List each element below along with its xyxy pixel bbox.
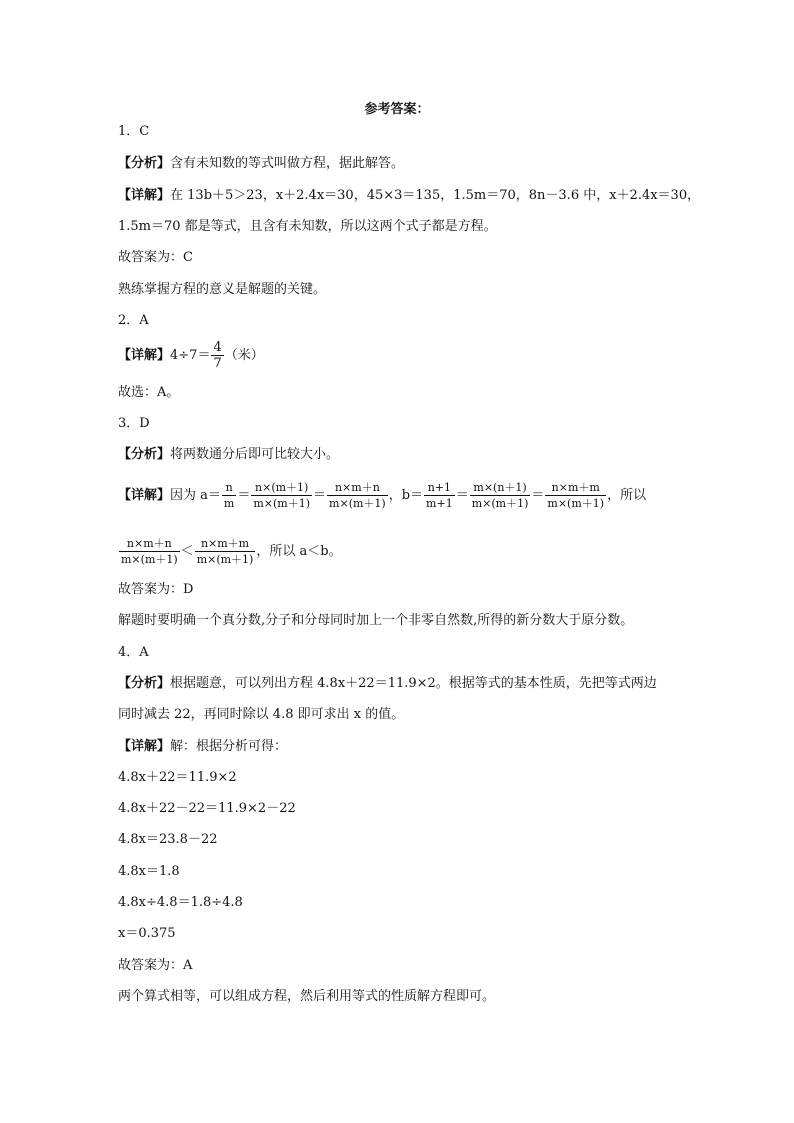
q1-answer: 故答案为：C — [118, 250, 193, 265]
q2-number: 2．A — [118, 313, 149, 328]
frac-numerator: n — [222, 480, 236, 496]
less-than-sign: ＜ — [180, 544, 194, 559]
frac-numerator: n+1 — [424, 480, 455, 496]
q3-detail-line2 — [118, 536, 342, 567]
q1-detail-text1: 在 13b＋5＞23，x＋2.4x＝30，45×3＝135，1.5m＝70，8n－3.6 中，x＋2.4x＝30， — [170, 188, 701, 203]
q4-detail-tag: 【详解】 — [118, 739, 171, 754]
frac-denominator: m — [223, 497, 235, 510]
q3-frac-3 — [327, 480, 388, 511]
q3-analysis-text: 将两数通分后即可比较大小。 — [170, 447, 340, 462]
q3-analysis-tag: 【分析】 — [118, 447, 171, 462]
q3-note: 解题时要明确一个真分数,分子和分母同时加上一个非零自然数,所得的新分数大于原分数。 — [118, 613, 634, 628]
page-title: 参考答案： — [364, 102, 430, 117]
q4-step: 4.8x＋22－22＝11.9×2－22 — [118, 801, 296, 816]
frac-numerator: n×(m＋1) — [251, 480, 312, 496]
q3-frac-8 — [195, 536, 256, 567]
q3-detail-tag: 【详解】 — [118, 488, 171, 503]
q4-step: x＝0.375 — [118, 926, 176, 941]
equals-sign: ＝ — [313, 488, 327, 503]
q4-step: 4.8x＝23.8－22 — [118, 832, 218, 847]
q1-detail-line2: 1.5m＝70 都是等式，且含有未知数，所以这两个式子都是方程。 — [118, 219, 497, 234]
q4-step: 4.8x＝1.8 — [118, 864, 180, 879]
q3-pre-a: 因为 a＝ — [170, 488, 221, 503]
q2-detail-pre: 4÷7＝ — [170, 348, 211, 363]
frac-denominator: m×(m＋1) — [121, 553, 178, 566]
frac-denominator: m×(m＋1) — [253, 497, 311, 510]
q3-answer: 故答案为：D — [118, 582, 194, 597]
frac-denominator: m×(m＋1) — [471, 497, 529, 510]
q2-detail-post: （米） — [224, 348, 264, 363]
q3-frac-4 — [424, 480, 455, 511]
equals-sign: ＝ — [531, 488, 545, 503]
q2-detail — [118, 340, 264, 371]
q3-frac-2 — [251, 480, 312, 511]
q3-post-line2: ，所以 a＜b。 — [256, 544, 342, 559]
q1-detail-line1 — [118, 188, 700, 204]
q1-number: 1．C — [118, 124, 150, 139]
equals-sign: ＝ — [237, 488, 251, 503]
q2-detail-tag: 【详解】 — [118, 348, 171, 363]
q3-frac-6 — [545, 480, 606, 511]
q3-mid-b: ，b＝ — [388, 488, 424, 503]
q4-analysis-tag: 【分析】 — [118, 676, 171, 691]
q3-number: 3．D — [118, 416, 150, 431]
q3-frac-1 — [222, 480, 236, 511]
q1-note: 熟练掌握方程的意义是解题的关键。 — [118, 282, 327, 297]
frac-numerator: n×m＋n — [119, 536, 180, 552]
q2-frac-den: 7 — [213, 356, 222, 371]
q3-frac-7 — [119, 536, 180, 567]
q4-number: 4．A — [118, 645, 149, 660]
q4-analysis-line1 — [118, 676, 657, 692]
q4-analysis-line2: 同时减去 22，再同时除以 4.8 即可求出 x 的值。 — [118, 707, 405, 722]
q3-detail-line1 — [118, 480, 646, 511]
frac-denominator: m+1 — [426, 497, 453, 510]
q4-step: 4.8x÷4.8＝1.8÷4.8 — [118, 895, 243, 910]
equals-sign: ＝ — [455, 488, 469, 503]
q3-frac-5 — [470, 480, 531, 511]
q4-note: 两个算式相等，可以组成方程，然后利用等式的性质解方程即可。 — [118, 989, 496, 1004]
frac-numerator: m×(n＋1) — [470, 480, 531, 496]
q4-detail-text: 解：根据分析可得： — [170, 739, 288, 754]
q2-frac-num: 4 — [213, 340, 222, 355]
q1-analysis-text: 含有未知数的等式叫做方程，据此解答。 — [170, 156, 405, 171]
q4-detail — [118, 739, 287, 755]
q3-post-line1: ，所以 — [607, 488, 647, 503]
q1-analysis-tag: 【分析】 — [118, 156, 171, 171]
q3-analysis — [118, 447, 339, 463]
frac-denominator: m×(m＋1) — [547, 497, 605, 510]
q1-detail-tag: 【详解】 — [118, 188, 171, 203]
frac-denominator: m×(m＋1) — [196, 553, 254, 566]
q4-analysis-text1: 根据题意，可以列出方程 4.8x＋22＝11.9×2。根据等式的基本性质，先把等式两边 — [170, 676, 657, 691]
q2-fraction — [211, 340, 223, 371]
q4-step: 4.8x＋22＝11.9×2 — [118, 770, 237, 785]
frac-numerator: n×m＋m — [195, 536, 256, 552]
frac-numerator: n×m＋n — [327, 480, 388, 496]
frac-numerator: n×m＋m — [545, 480, 606, 496]
q1-analysis — [118, 156, 404, 172]
q2-answer: 故选：A。 — [118, 385, 180, 400]
q4-answer: 故答案为：A — [118, 958, 193, 973]
frac-denominator: m×(m＋1) — [329, 497, 386, 510]
